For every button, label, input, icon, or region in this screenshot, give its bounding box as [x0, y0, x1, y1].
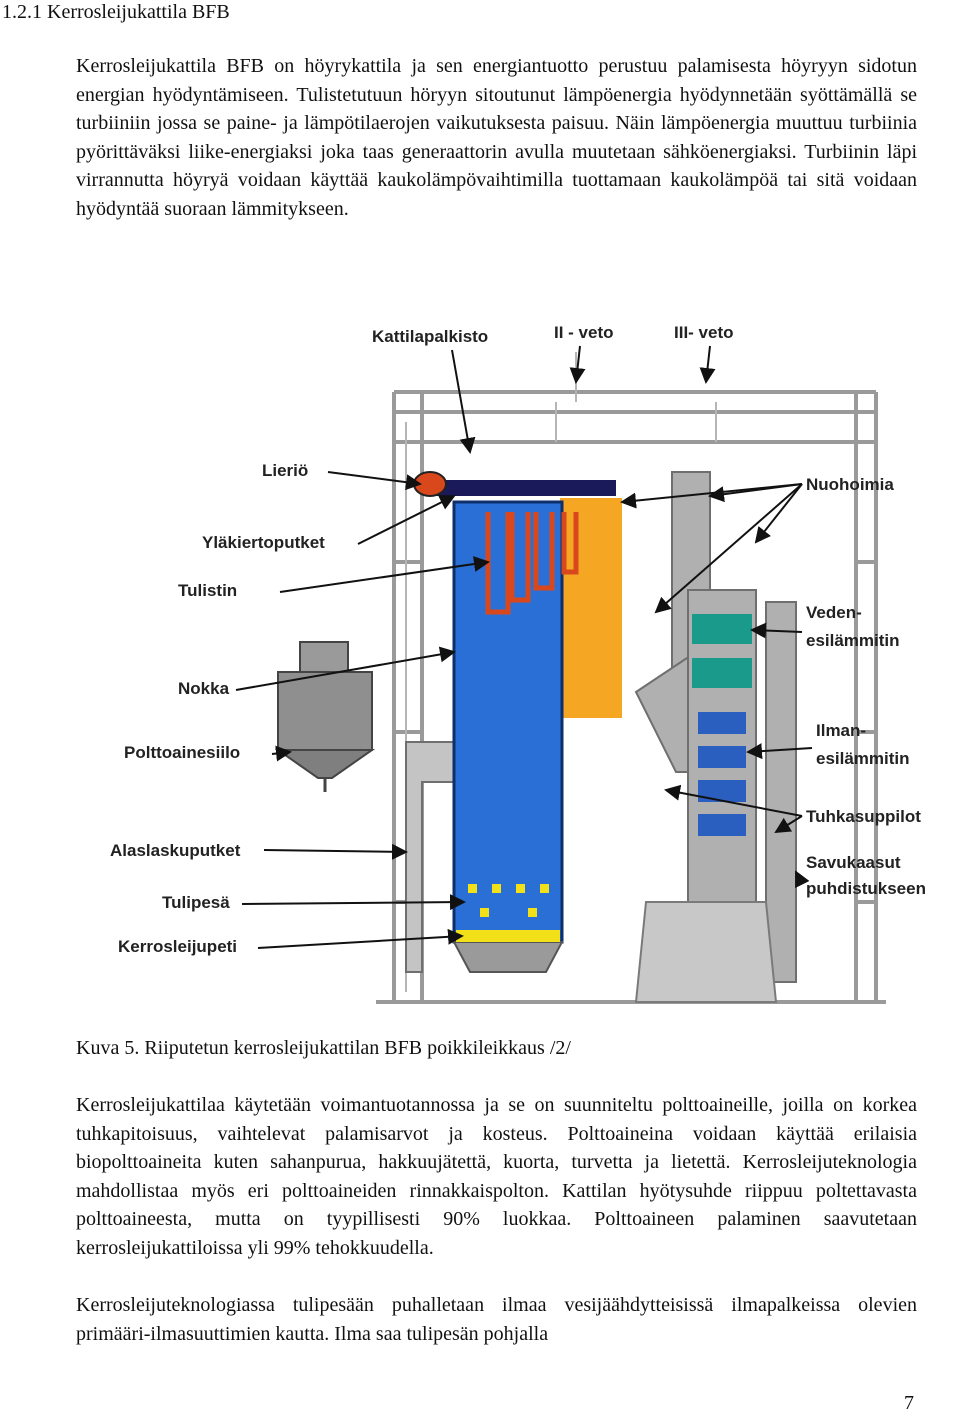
- label-tuhkasuppilot: Tuhkasuppilot: [806, 807, 921, 826]
- label-alaslaskuputket: Alaslaskuputket: [110, 841, 241, 860]
- body-paragraph-3: Kerrosleijuteknologiassa tulipesään puhalletaan ilmaa vesijäähdytteisissä ilmapalkeissa olevien primääri-ilmasuuttimien kautta. Ilma saa tulipesän pohjalla: [76, 1294, 917, 1345]
- label-nokka: Nokka: [178, 679, 230, 698]
- body-paragraph-2: Kerrosleijukattilaa käytetään voimantuotannossa ja se on suunniteltu polttoaineille, joilla on korkea tuhkapitoisuus, vaihtelevat palamisarvot ja kosteus. Polttoaineina voidaan käyttää erilaisia biopolttoaineita kuten sahanpurua, hakkuujätettä, kuorta, turvetta ja lietettä. Kerrosleijuteknologia mahdollistaa myös eri polttoaineiden rinnakkaispolton. Kattilan hyötysuhde riippuu poltettavasta polttoaineesta, mutta on tyypillisesti 90% luokkaa. Polttoaineen palaminen saavutetaan kerrosleijukattiloissa yli 99% tehokkuudella.: [76, 1094, 917, 1259]
- page-number: 7: [904, 1392, 914, 1414]
- label-kattilapalkisto: Kattilapalkisto: [372, 327, 489, 346]
- label-nuohoimia: Nuohoimia: [806, 475, 894, 494]
- label-ilman-1: Ilman-: [816, 721, 867, 740]
- label-lierio: Lieriö: [262, 461, 309, 480]
- label-iii-veto: III- veto: [674, 323, 734, 342]
- fuel-silo: [278, 642, 372, 792]
- label-polttoainesiilo: Polttoainesiilo: [124, 743, 241, 762]
- economizer-block-2: [692, 658, 752, 688]
- second-pass-zone: [560, 498, 622, 718]
- label-veden-1: Veden-: [806, 603, 862, 622]
- fluidized-bed: [456, 930, 560, 942]
- section-heading: 1.2.1 Kerrosleijukattila BFB: [2, 1, 230, 23]
- economizer-block-1: [692, 614, 752, 644]
- label-kerrosleijupeti: Kerrosleijupeti: [118, 937, 238, 956]
- top-circulation-tubes: [436, 480, 616, 496]
- figure-caption: Kuva 5. Riiputetun kerrosleijukattilan BFB poikkileikkaus /2/: [76, 1037, 571, 1059]
- label-tulistin: Tulistin: [178, 581, 238, 600]
- label-veden-2: esilämmitin: [806, 631, 900, 650]
- label-ylakiertoputket: Yläkiertoputket: [202, 533, 325, 552]
- label-ilman-2: esilämmitin: [816, 749, 910, 768]
- label-savukaasut-1: Savukaasut: [806, 853, 901, 872]
- label-tulipesa: Tulipesä: [162, 893, 230, 912]
- intro-paragraph: Kerrosleijukattila BFB on höyrykattila ja sen energiantuotto perustuu palamisesta höyryyn sidotun energian hyödyntämiseen. Tulistetutuun höryyn sitoutunut lämpöenergia hyödynnetään syöttämällä se turbiiniin jossa se paine- ja lämpötilaerojen vaikutuksesta paisuu. Näin lämpöenergia muuttuu turbiinia pyörittäväksi liike-energiaksi joka taas generaattorin avulla muutetaan sähköenergiaksi. Turbiinin läpi virrannutta höyryä voidaan käyttää kaukolämpövaihtimilla tuottamaan kaukolämpöä tai sitä voidaan hyödyntää suoraan lämmitykseen.: [76, 55, 917, 220]
- label-savukaasut-2: puhdistukseen: [806, 879, 926, 898]
- boiler-cross-section-figure: [76, 312, 946, 1024]
- label-ii-veto: II - veto: [554, 323, 614, 342]
